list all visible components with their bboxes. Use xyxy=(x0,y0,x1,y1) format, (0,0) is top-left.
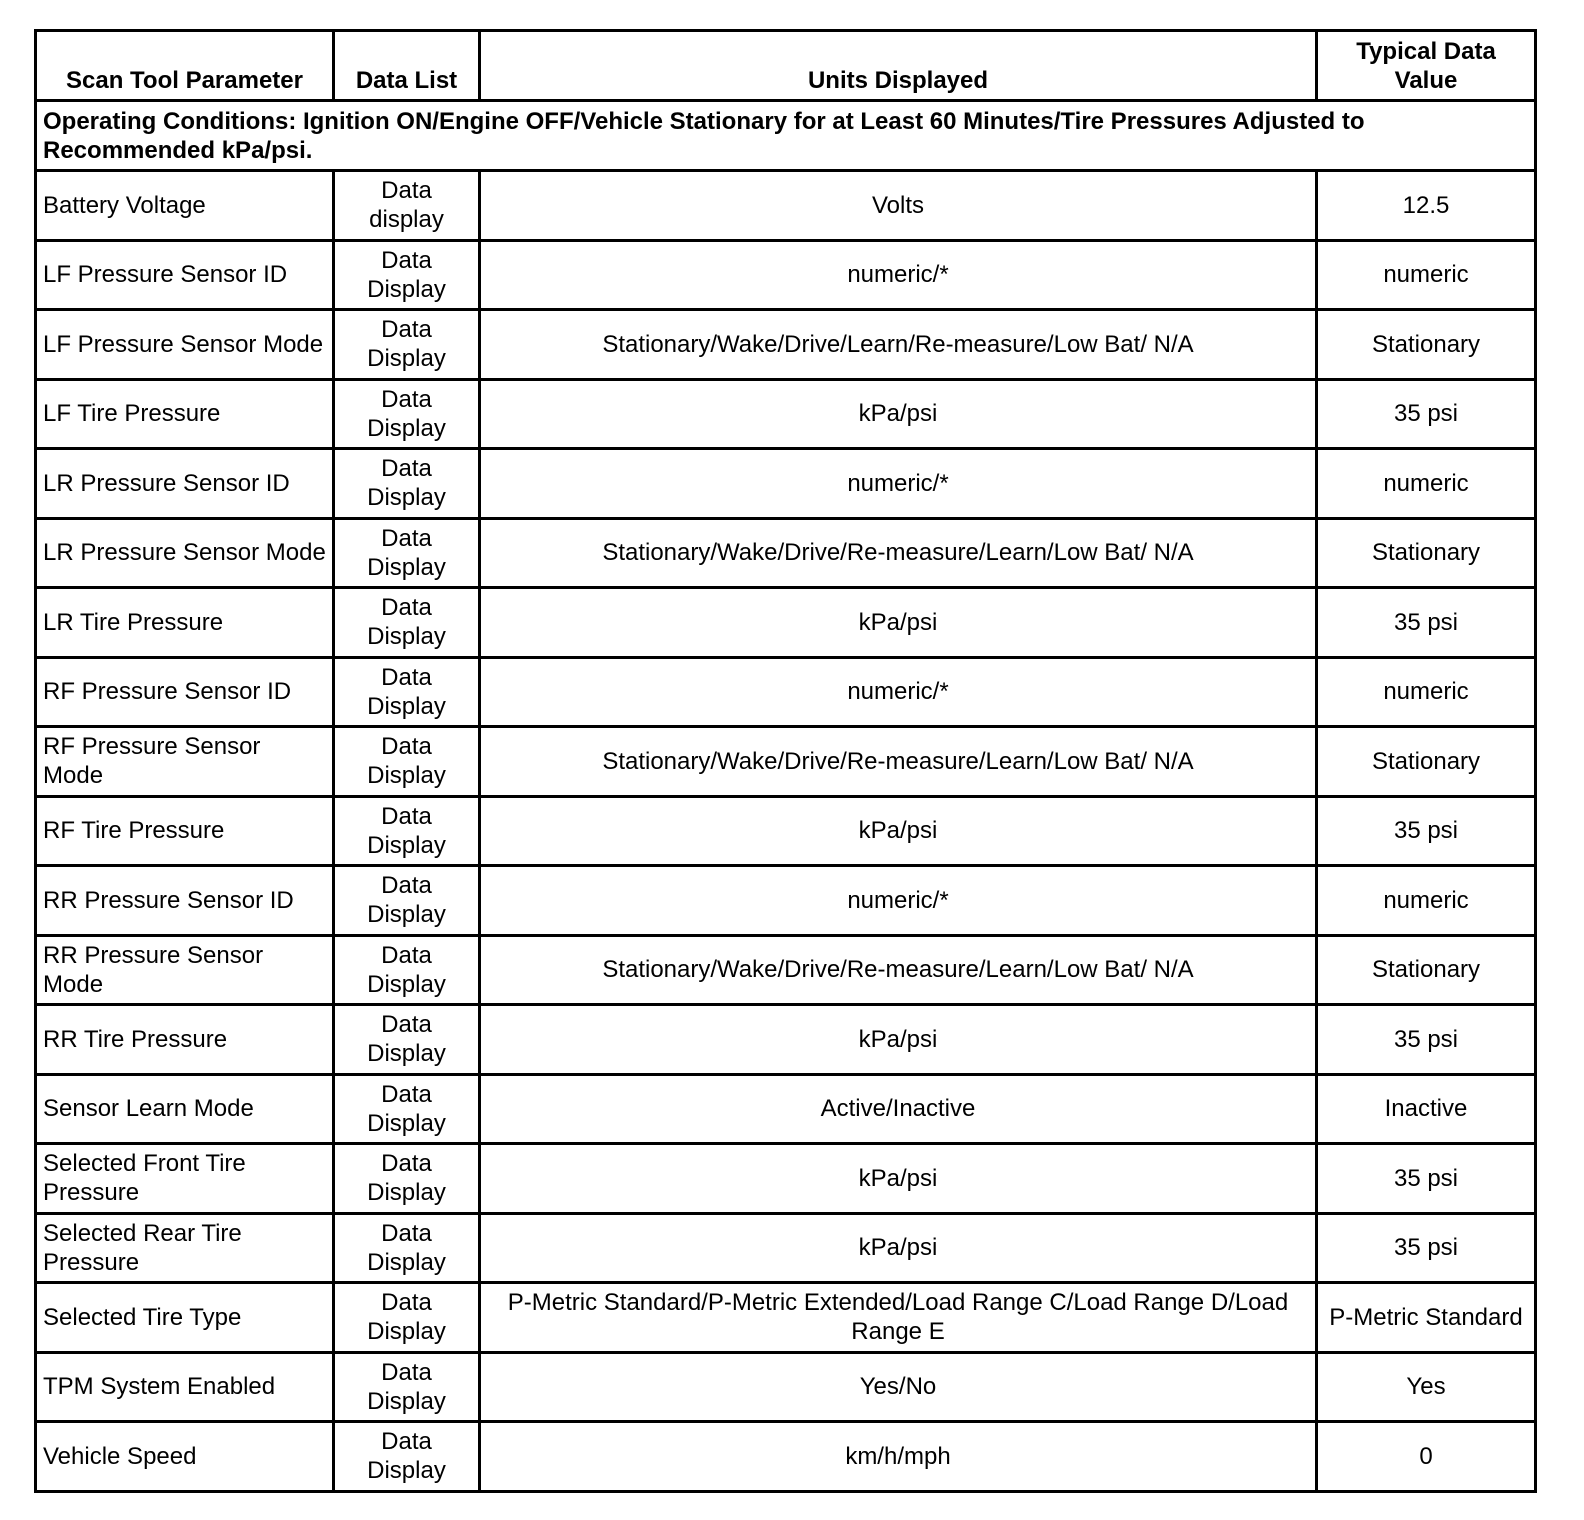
units-cell: numeric/* xyxy=(480,240,1317,310)
data-list-cell: Data Display xyxy=(334,1074,480,1144)
data-list-cell: Data Display xyxy=(334,657,480,727)
parameter-cell: LR Pressure Sensor Mode xyxy=(36,518,334,588)
parameter-cell: RR Tire Pressure xyxy=(36,1005,334,1075)
units-cell: Stationary/Wake/Drive/Re-measure/Learn/Low Bat/ N/A xyxy=(480,935,1317,1005)
parameter-cell: RF Pressure Sensor ID xyxy=(36,657,334,727)
data-list-cell: Data Display xyxy=(334,240,480,310)
table-row xyxy=(36,518,1536,588)
parameter-cell: RF Tire Pressure xyxy=(36,796,334,866)
data-list-cell: Data Display xyxy=(334,866,480,936)
data-list-cell: Data Display xyxy=(334,518,480,588)
scan-tool-data-table xyxy=(34,29,1537,1493)
parameter-cell: Selected Front Tire Pressure xyxy=(36,1144,334,1214)
parameter-cell: Selected Tire Type xyxy=(36,1283,334,1353)
typical-value-cell: 35 psi xyxy=(1317,1005,1536,1075)
units-cell: numeric/* xyxy=(480,657,1317,727)
parameter-cell: Selected Rear Tire Pressure xyxy=(36,1213,334,1283)
parameter-cell: RF Pressure Sensor Mode xyxy=(36,727,334,797)
parameter-cell: LR Pressure Sensor ID xyxy=(36,449,334,519)
parameter-cell: LF Pressure Sensor ID xyxy=(36,240,334,310)
data-list-cell: Data Display xyxy=(334,588,480,658)
data-list-cell: Data Display xyxy=(334,1005,480,1075)
typical-value-cell: 0 xyxy=(1317,1422,1536,1492)
table-row xyxy=(36,1213,1536,1283)
parameter-cell: Vehicle Speed xyxy=(36,1422,334,1492)
data-list-cell: Data Display xyxy=(334,796,480,866)
units-cell: km/h/mph xyxy=(480,1422,1317,1492)
typical-value-cell: Inactive xyxy=(1317,1074,1536,1144)
typical-value-cell: Stationary xyxy=(1317,518,1536,588)
typical-value-cell: numeric xyxy=(1317,866,1536,936)
header-row xyxy=(36,31,1536,101)
typical-value-cell: P-Metric Standard xyxy=(1317,1283,1536,1353)
header-typical-data-value: Typical Data Value xyxy=(1317,31,1536,101)
table-row xyxy=(36,1283,1536,1353)
data-list-cell: Data Display xyxy=(334,379,480,449)
data-list-cell: Data Display xyxy=(334,727,480,797)
table-row xyxy=(36,240,1536,310)
parameter-cell: LR Tire Pressure xyxy=(36,588,334,658)
typical-value-cell: numeric xyxy=(1317,240,1536,310)
units-cell: kPa/psi xyxy=(480,379,1317,449)
typical-value-cell: numeric xyxy=(1317,449,1536,519)
data-list-cell: Data Display xyxy=(334,449,480,519)
typical-value-cell: Stationary xyxy=(1317,727,1536,797)
table-row xyxy=(36,588,1536,658)
data-list-cell: Data display xyxy=(334,171,480,241)
data-list-cell: Data Display xyxy=(334,935,480,1005)
table-row xyxy=(36,866,1536,936)
parameter-cell: Battery Voltage xyxy=(36,171,334,241)
units-cell: Volts xyxy=(480,171,1317,241)
table-row xyxy=(36,1074,1536,1144)
operating-conditions-row xyxy=(36,101,1536,171)
units-cell: kPa/psi xyxy=(480,1005,1317,1075)
units-cell: kPa/psi xyxy=(480,588,1317,658)
parameter-cell: Sensor Learn Mode xyxy=(36,1074,334,1144)
units-cell: Stationary/Wake/Drive/Re-measure/Learn/Low Bat/ N/A xyxy=(480,518,1317,588)
table-row xyxy=(36,796,1536,866)
data-list-cell: Data Display xyxy=(334,1352,480,1422)
typical-value-cell: Stationary xyxy=(1317,935,1536,1005)
data-list-cell: Data Display xyxy=(334,1283,480,1353)
units-cell: Yes/No xyxy=(480,1352,1317,1422)
table-row xyxy=(36,1422,1536,1492)
units-cell: kPa/psi xyxy=(480,1144,1317,1214)
header-scan-tool-parameter: Scan Tool Parameter xyxy=(36,31,334,101)
typical-value-cell: Yes xyxy=(1317,1352,1536,1422)
parameter-cell: TPM System Enabled xyxy=(36,1352,334,1422)
units-cell: numeric/* xyxy=(480,449,1317,519)
table-row xyxy=(36,449,1536,519)
parameter-cell: RR Pressure Sensor Mode xyxy=(36,935,334,1005)
header-data-list: Data List xyxy=(334,31,480,101)
data-list-cell: Data Display xyxy=(334,1144,480,1214)
table-row xyxy=(36,657,1536,727)
table-row xyxy=(36,379,1536,449)
typical-value-cell: numeric xyxy=(1317,657,1536,727)
table-row xyxy=(36,1352,1536,1422)
units-cell: Active/Inactive xyxy=(480,1074,1317,1144)
typical-value-cell: Stationary xyxy=(1317,310,1536,380)
table-row xyxy=(36,727,1536,797)
units-cell: kPa/psi xyxy=(480,796,1317,866)
units-cell: kPa/psi xyxy=(480,1213,1317,1283)
typical-value-cell: 12.5 xyxy=(1317,171,1536,241)
units-cell: numeric/* xyxy=(480,866,1317,936)
typical-value-cell: 35 psi xyxy=(1317,379,1536,449)
data-list-cell: Data Display xyxy=(334,1213,480,1283)
table-row xyxy=(36,1144,1536,1214)
units-cell: Stationary/Wake/Drive/Learn/Re-measure/Low Bat/ N/A xyxy=(480,310,1317,380)
typical-value-cell: 35 psi xyxy=(1317,796,1536,866)
table-row xyxy=(36,935,1536,1005)
data-list-cell: Data Display xyxy=(334,310,480,380)
units-cell: P-Metric Standard/P-Metric Extended/Load Range C/Load Range D/Load Range E xyxy=(480,1283,1317,1353)
table-row xyxy=(36,171,1536,241)
data-list-cell: Data Display xyxy=(334,1422,480,1492)
parameter-cell: RR Pressure Sensor ID xyxy=(36,866,334,936)
parameter-cell: LF Tire Pressure xyxy=(36,379,334,449)
parameter-cell: LF Pressure Sensor Mode xyxy=(36,310,334,380)
units-cell: Stationary/Wake/Drive/Re-measure/Learn/Low Bat/ N/A xyxy=(480,727,1317,797)
operating-conditions: Operating Conditions: Ignition ON/Engine OFF/Vehicle Stationary for at Least 60 Minutes/Tire Pressures Adjusted to Recommended kPa/psi. xyxy=(36,101,1536,171)
table-row xyxy=(36,310,1536,380)
typical-value-cell: 35 psi xyxy=(1317,1213,1536,1283)
header-units-displayed: Units Displayed xyxy=(480,31,1317,101)
typical-value-cell: 35 psi xyxy=(1317,1144,1536,1214)
table-row xyxy=(36,1005,1536,1075)
typical-value-cell: 35 psi xyxy=(1317,588,1536,658)
